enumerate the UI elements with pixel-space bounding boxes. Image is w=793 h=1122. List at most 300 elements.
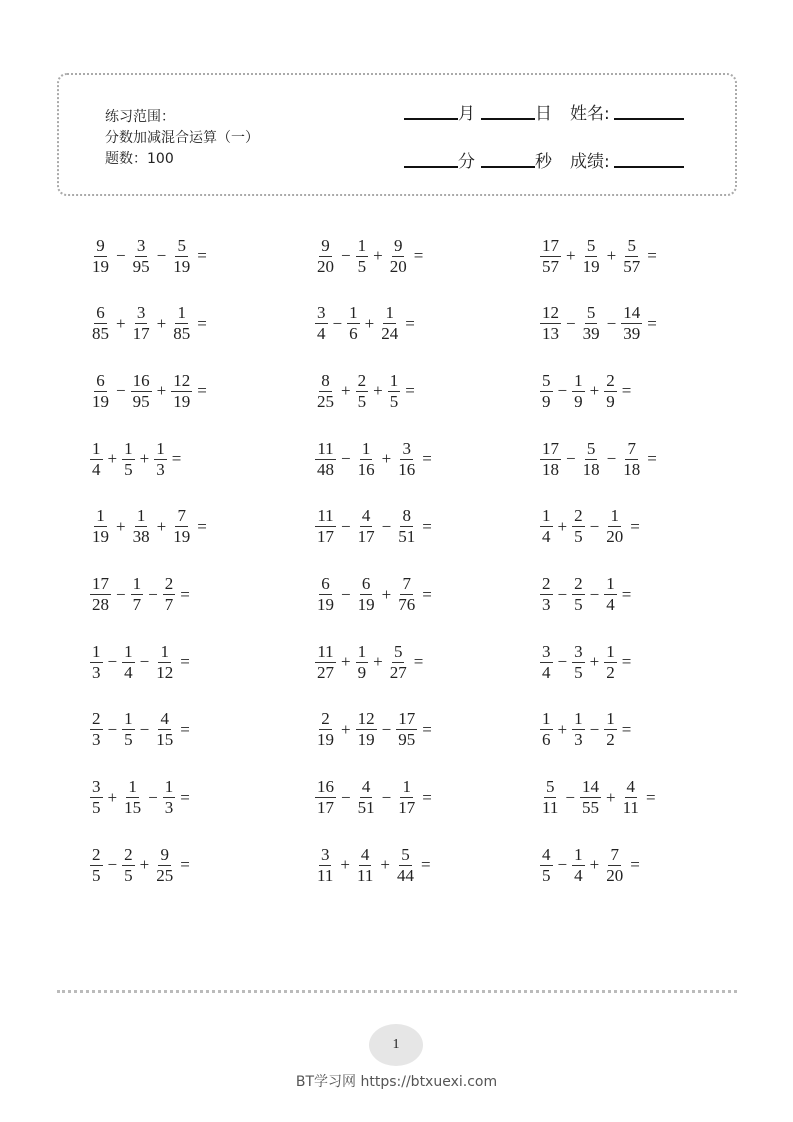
fraction bbox=[131, 371, 152, 412]
denominator: 5 bbox=[574, 527, 583, 547]
fraction bbox=[572, 506, 585, 547]
fraction bbox=[540, 236, 561, 277]
denominator: 57 bbox=[542, 256, 559, 276]
denominator: 9 bbox=[606, 391, 615, 411]
numerator: 1 bbox=[542, 709, 551, 729]
fraction bbox=[347, 303, 360, 344]
fraction bbox=[163, 777, 176, 818]
minus-sign: − bbox=[557, 855, 568, 875]
numerator: 1 bbox=[606, 641, 615, 661]
denominator: 11 bbox=[317, 865, 334, 885]
equals-sign: = bbox=[645, 787, 656, 807]
name-blank[interactable] bbox=[614, 118, 684, 120]
fraction bbox=[131, 303, 152, 344]
equals-sign: = bbox=[422, 584, 432, 604]
fraction bbox=[154, 709, 175, 750]
numerator: 2 bbox=[574, 574, 583, 593]
numerator: 1 bbox=[361, 438, 371, 458]
fraction bbox=[572, 845, 585, 886]
equals-sign: = bbox=[180, 855, 190, 875]
fraction bbox=[379, 303, 400, 344]
problem bbox=[88, 773, 193, 823]
numerator: 8 bbox=[402, 506, 411, 526]
numerator: 4 bbox=[360, 844, 370, 864]
equals-sign: = bbox=[422, 516, 432, 536]
denominator: 38 bbox=[132, 527, 150, 547]
problem bbox=[88, 705, 193, 755]
denominator: 20 bbox=[389, 256, 407, 276]
equals-sign: = bbox=[413, 652, 424, 672]
numerator: 9 bbox=[393, 235, 403, 255]
denominator: 2 bbox=[606, 662, 615, 682]
fraction bbox=[171, 506, 192, 547]
day-blank[interactable] bbox=[481, 118, 535, 120]
denominator: 28 bbox=[92, 595, 109, 614]
problem bbox=[313, 773, 435, 823]
fraction bbox=[540, 777, 560, 818]
fraction bbox=[621, 236, 642, 277]
fraction bbox=[355, 845, 375, 886]
fraction bbox=[395, 845, 416, 886]
equals-sign: = bbox=[405, 381, 415, 401]
denominator: 39 bbox=[623, 324, 641, 344]
denominator: 19 bbox=[92, 527, 109, 547]
plus-sign: + bbox=[116, 516, 126, 536]
denominator: 9 bbox=[357, 662, 367, 682]
problem bbox=[538, 502, 643, 552]
problem bbox=[313, 231, 426, 281]
numerator: 7 bbox=[402, 574, 411, 593]
denominator: 57 bbox=[623, 256, 641, 276]
denominator: 6 bbox=[542, 730, 551, 750]
plus-sign: + bbox=[139, 855, 150, 875]
fraction bbox=[356, 236, 369, 277]
numerator: 17 bbox=[92, 574, 109, 593]
numerator: 4 bbox=[361, 506, 371, 526]
denominator: 17 bbox=[317, 527, 334, 547]
fraction bbox=[315, 777, 336, 818]
numerator: 1 bbox=[574, 709, 583, 729]
problem bbox=[538, 773, 659, 823]
minute-label: 分 bbox=[458, 152, 475, 172]
equals-sign: = bbox=[422, 719, 432, 739]
denominator: 76 bbox=[398, 595, 416, 614]
plus-sign: + bbox=[373, 246, 383, 265]
numerator: 2 bbox=[542, 574, 551, 593]
numerator: 1 bbox=[574, 844, 583, 864]
numerator: 11 bbox=[317, 506, 334, 526]
equals-sign: = bbox=[647, 313, 657, 333]
minus-sign: − bbox=[116, 381, 126, 401]
minus-sign: − bbox=[107, 719, 118, 739]
second-blank[interactable] bbox=[481, 166, 535, 168]
equals-sign: = bbox=[630, 855, 640, 875]
denominator: 5 bbox=[92, 865, 101, 885]
numerator: 1 bbox=[357, 641, 367, 661]
minus-sign: − bbox=[341, 584, 351, 604]
denominator: 16 bbox=[398, 459, 416, 479]
denominator: 5 bbox=[92, 798, 101, 818]
equals-sign: = bbox=[621, 719, 632, 739]
numerator: 1 bbox=[606, 574, 615, 593]
site-credit: BT学习网 https://btxuexi.com bbox=[295, 1074, 498, 1090]
numerator: 11 bbox=[317, 438, 334, 458]
minus-sign: − bbox=[557, 381, 568, 401]
fraction bbox=[621, 439, 642, 480]
minus-sign: − bbox=[156, 246, 167, 265]
denominator: 19 bbox=[357, 595, 375, 614]
numerator: 1 bbox=[349, 303, 358, 323]
problem bbox=[313, 502, 435, 552]
numerator: 17 bbox=[542, 438, 559, 458]
numerator: 2 bbox=[164, 574, 174, 593]
fraction bbox=[315, 574, 336, 615]
denominator: 4 bbox=[574, 865, 583, 885]
plus-sign: + bbox=[566, 246, 576, 265]
numerator: 16 bbox=[317, 777, 334, 797]
numerator: 5 bbox=[586, 235, 596, 255]
minus-sign: − bbox=[566, 313, 576, 333]
numerator: 2 bbox=[124, 844, 133, 864]
fraction bbox=[90, 506, 111, 547]
fraction bbox=[621, 777, 641, 818]
plus-sign: + bbox=[107, 787, 118, 807]
numerator: 5 bbox=[393, 641, 403, 661]
problem bbox=[538, 366, 634, 416]
plus-sign: + bbox=[589, 855, 600, 875]
problem bbox=[88, 502, 210, 552]
equals-sign: = bbox=[420, 855, 431, 875]
equals-sign: = bbox=[630, 516, 640, 536]
fraction bbox=[315, 303, 328, 344]
numerator: 2 bbox=[92, 709, 101, 729]
numerator: 9 bbox=[96, 235, 105, 255]
numerator: 7 bbox=[177, 506, 186, 526]
denominator: 85 bbox=[173, 324, 191, 344]
problem bbox=[313, 705, 435, 755]
numerator: 16 bbox=[132, 370, 150, 390]
plus-sign: + bbox=[364, 313, 375, 333]
denominator: 12 bbox=[156, 662, 174, 682]
page-number: 1 bbox=[369, 1024, 423, 1066]
equals-sign: = bbox=[405, 313, 415, 333]
numerator: 5 bbox=[627, 235, 636, 255]
fraction bbox=[356, 642, 369, 683]
fraction bbox=[122, 845, 135, 886]
numerator: 4 bbox=[626, 777, 635, 797]
numerator: 1 bbox=[606, 709, 615, 729]
fraction bbox=[396, 574, 417, 615]
equals-sign: = bbox=[647, 246, 657, 265]
denominator: 48 bbox=[317, 459, 334, 479]
problem bbox=[538, 231, 660, 281]
minus-sign: − bbox=[381, 719, 392, 739]
score-label: 成绩: bbox=[570, 152, 610, 172]
numerator: 1 bbox=[156, 438, 165, 458]
fraction bbox=[572, 709, 585, 750]
equals-sign: = bbox=[180, 652, 190, 672]
denominator: 5 bbox=[574, 595, 583, 614]
problem bbox=[538, 705, 634, 755]
equals-sign: = bbox=[413, 246, 424, 265]
denominator: 7 bbox=[164, 595, 174, 614]
numerator: 1 bbox=[132, 574, 142, 593]
equals-sign: = bbox=[197, 246, 207, 265]
fraction bbox=[572, 642, 585, 683]
denominator: 17 bbox=[398, 798, 416, 818]
problem bbox=[313, 637, 426, 687]
fraction bbox=[90, 642, 103, 683]
minus-sign: − bbox=[589, 584, 600, 604]
denominator: 17 bbox=[357, 527, 375, 547]
equals-sign: = bbox=[180, 787, 190, 807]
equals-sign: = bbox=[171, 449, 182, 469]
equals-sign: = bbox=[197, 313, 207, 333]
numerator: 6 bbox=[321, 574, 330, 593]
denominator: 24 bbox=[381, 324, 399, 344]
denominator: 20 bbox=[317, 256, 334, 276]
denominator: 4 bbox=[317, 324, 326, 344]
denominator: 9 bbox=[542, 391, 551, 411]
header-box bbox=[57, 73, 737, 196]
fraction bbox=[356, 439, 377, 480]
fraction bbox=[396, 506, 417, 547]
minus-sign: − bbox=[565, 787, 575, 807]
denominator: 19 bbox=[92, 391, 109, 411]
footer-divider bbox=[57, 990, 737, 993]
minus-sign: − bbox=[341, 449, 351, 469]
equals-sign: = bbox=[621, 652, 632, 672]
numerator: 5 bbox=[545, 777, 555, 797]
plus-sign: + bbox=[605, 787, 616, 807]
plus-sign: + bbox=[116, 313, 126, 333]
fraction bbox=[572, 574, 585, 615]
plus-sign: + bbox=[341, 652, 351, 672]
fraction bbox=[90, 845, 103, 886]
minus-sign: − bbox=[332, 313, 343, 333]
denominator: 13 bbox=[542, 324, 559, 344]
plus-sign: + bbox=[557, 516, 568, 536]
numerator: 9 bbox=[321, 235, 330, 255]
fraction bbox=[171, 303, 192, 344]
denominator: 18 bbox=[542, 459, 559, 479]
fraction bbox=[171, 371, 192, 412]
numerator: 1 bbox=[124, 641, 133, 661]
problem bbox=[313, 840, 434, 890]
denominator: 5 bbox=[574, 662, 583, 682]
minus-sign: − bbox=[589, 719, 600, 739]
numerator: 2 bbox=[92, 844, 101, 864]
numerator: 6 bbox=[361, 574, 371, 593]
numerator: 3 bbox=[542, 641, 551, 661]
fraction bbox=[388, 236, 409, 277]
plus-sign: + bbox=[156, 313, 167, 333]
fraction bbox=[356, 777, 377, 818]
denominator: 27 bbox=[317, 662, 334, 682]
numerator: 1 bbox=[389, 370, 399, 390]
plus-sign: + bbox=[373, 652, 383, 672]
fraction bbox=[540, 371, 553, 412]
denominator: 55 bbox=[581, 798, 599, 818]
numerator: 1 bbox=[136, 506, 146, 526]
denominator: 3 bbox=[164, 798, 174, 818]
denominator: 3 bbox=[156, 459, 165, 479]
denominator: 7 bbox=[132, 595, 142, 614]
plus-sign: + bbox=[373, 381, 383, 401]
numerator: 3 bbox=[317, 303, 326, 323]
fraction bbox=[356, 709, 377, 750]
denominator: 15 bbox=[156, 730, 174, 750]
problem bbox=[88, 637, 193, 687]
fraction bbox=[90, 574, 111, 615]
fraction bbox=[604, 845, 625, 886]
numerator: 1 bbox=[357, 235, 367, 255]
denominator: 19 bbox=[173, 391, 191, 411]
plus-sign: + bbox=[381, 584, 392, 604]
fraction bbox=[131, 506, 152, 547]
denominator: 85 bbox=[92, 324, 109, 344]
denominator: 19 bbox=[92, 256, 109, 276]
fraction bbox=[356, 506, 377, 547]
denominator: 20 bbox=[606, 527, 624, 547]
minute-blank[interactable] bbox=[404, 166, 458, 168]
fraction bbox=[396, 709, 417, 750]
fraction bbox=[356, 371, 369, 412]
denominator: 3 bbox=[92, 662, 101, 682]
fraction bbox=[315, 506, 336, 547]
numerator: 6 bbox=[96, 370, 105, 390]
denominator: 3 bbox=[542, 595, 551, 614]
fraction bbox=[540, 845, 553, 886]
fraction bbox=[131, 236, 152, 277]
plus-sign: + bbox=[340, 855, 350, 875]
numerator: 17 bbox=[542, 235, 559, 255]
numerator: 2 bbox=[357, 370, 367, 390]
numerator: 1 bbox=[92, 438, 101, 458]
problem bbox=[88, 299, 210, 349]
plus-sign: + bbox=[381, 449, 392, 469]
fraction bbox=[604, 506, 625, 547]
denominator: 95 bbox=[132, 391, 150, 411]
equals-sign: = bbox=[180, 719, 190, 739]
month-blank[interactable] bbox=[404, 118, 458, 120]
fraction bbox=[540, 709, 553, 750]
fraction bbox=[315, 371, 336, 412]
problem-count: 题数：100 bbox=[105, 151, 174, 167]
minus-sign: − bbox=[107, 855, 118, 875]
denominator: 5 bbox=[357, 391, 367, 411]
problem bbox=[88, 434, 184, 484]
fraction bbox=[154, 642, 175, 683]
equals-sign: = bbox=[180, 584, 190, 604]
denominator: 25 bbox=[156, 865, 174, 885]
denominator: 19 bbox=[173, 527, 191, 547]
denominator: 44 bbox=[396, 865, 414, 885]
denominator: 15 bbox=[124, 798, 142, 818]
fraction bbox=[122, 777, 143, 818]
second-label: 秒 bbox=[535, 152, 552, 172]
fraction bbox=[90, 439, 103, 480]
denominator: 18 bbox=[582, 459, 600, 479]
numerator: 11 bbox=[317, 641, 334, 661]
denominator: 18 bbox=[623, 459, 641, 479]
fraction bbox=[572, 371, 585, 412]
numerator: 3 bbox=[136, 235, 146, 255]
minus-sign: − bbox=[341, 516, 351, 536]
plus-sign: + bbox=[589, 652, 600, 672]
numerator: 5 bbox=[586, 438, 596, 458]
problem bbox=[313, 366, 418, 416]
fraction bbox=[122, 709, 135, 750]
numerator: 12 bbox=[173, 370, 191, 390]
fraction bbox=[315, 709, 336, 750]
numerator: 3 bbox=[574, 641, 583, 661]
plus-sign: + bbox=[557, 719, 568, 739]
plus-sign: + bbox=[156, 381, 167, 401]
numerator: 6 bbox=[96, 303, 105, 323]
fraction bbox=[580, 777, 601, 818]
fraction bbox=[163, 574, 176, 615]
numerator: 3 bbox=[136, 303, 146, 323]
problem bbox=[313, 299, 418, 349]
numerator: 9 bbox=[160, 844, 169, 864]
fraction bbox=[90, 236, 111, 277]
problem bbox=[313, 434, 435, 484]
fraction bbox=[540, 303, 561, 344]
fraction bbox=[581, 236, 602, 277]
denominator: 19 bbox=[317, 595, 334, 614]
plus-sign: + bbox=[107, 449, 118, 469]
fraction bbox=[122, 439, 135, 480]
equals-sign: = bbox=[621, 584, 632, 604]
denominator: 5 bbox=[389, 391, 399, 411]
numerator: 1 bbox=[160, 641, 169, 661]
denominator: 5 bbox=[357, 256, 367, 276]
fraction bbox=[154, 845, 175, 886]
denominator: 17 bbox=[317, 798, 334, 818]
minus-sign: − bbox=[606, 313, 617, 333]
problem bbox=[88, 366, 210, 416]
fraction bbox=[581, 439, 602, 480]
problem bbox=[313, 570, 435, 620]
numerator: 1 bbox=[402, 777, 411, 797]
plus-sign: + bbox=[341, 381, 351, 401]
day-label: 日 bbox=[535, 104, 552, 124]
problem bbox=[538, 434, 660, 484]
minus-sign: − bbox=[139, 719, 150, 739]
minus-sign: − bbox=[566, 449, 576, 469]
denominator: 25 bbox=[317, 391, 334, 411]
fraction bbox=[315, 845, 335, 886]
topic: 分数加减混合运算（一） bbox=[105, 130, 259, 146]
fraction bbox=[396, 777, 417, 818]
numerator: 1 bbox=[92, 641, 101, 661]
fraction bbox=[131, 574, 144, 615]
denominator: 11 bbox=[622, 798, 639, 818]
denominator: 4 bbox=[124, 662, 133, 682]
problem bbox=[538, 299, 660, 349]
denominator: 9 bbox=[574, 391, 583, 411]
numerator: 3 bbox=[92, 777, 101, 797]
fraction bbox=[604, 371, 617, 412]
numerator: 3 bbox=[402, 438, 411, 458]
problem bbox=[538, 840, 643, 890]
minus-sign: − bbox=[116, 246, 126, 265]
denominator: 51 bbox=[357, 798, 375, 818]
score-blank[interactable] bbox=[614, 166, 684, 168]
fraction bbox=[540, 506, 553, 547]
fraction bbox=[154, 439, 167, 480]
